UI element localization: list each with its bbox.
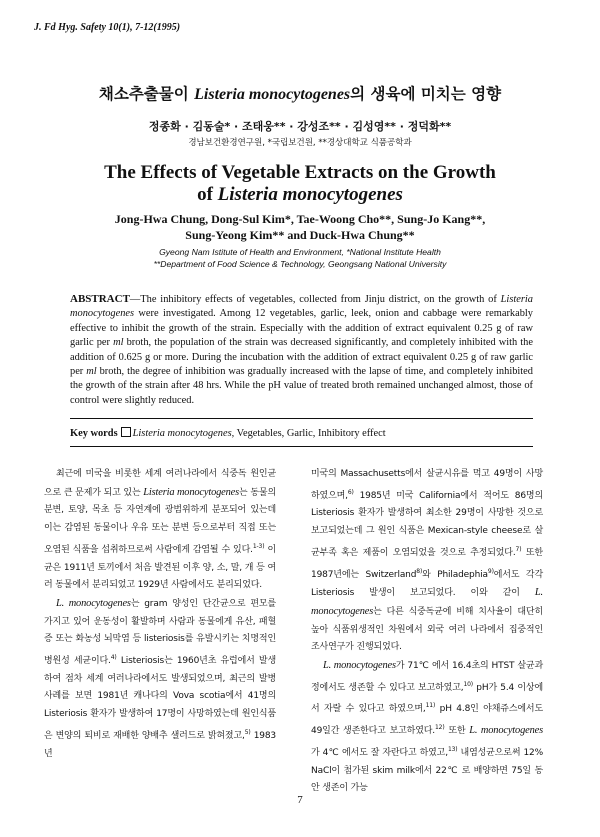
abstract-label: ABSTRACT (70, 293, 130, 305)
text-run: 1985년 미국 California에서 적어도 86명의 Listeriosis 환자가 발생하여 최소한 29명이 사망한 것으로 보고되었는데 그 원인 식품은 Mexican-style cheese로 살균부족 혹은 제품이 오염되었을 것으로 추정되었다. (311, 490, 543, 558)
abstract-text-3: broth, the population of the strain was decreased significantly, and completely inhibited with the addition of 0.625 g or more. During the incubation with the addition of extract equivalent 0.25 g of raw garlic per (70, 337, 533, 378)
text-run: 최근에 미국을 비롯한 세계 여러나라에서 식중독 원인균으로 큰 문제가 되고 있는 (44, 469, 276, 498)
text-run: 또한 1987년에는 Switzerland (311, 547, 543, 580)
text-run: pH 4.8인 야채쥬스에서도 49일간 생존한다고 보고하였다. (311, 704, 543, 737)
abstract-text-1: The inhibitory effects of vegetables, collected from Jinju district, on the growth of (140, 294, 501, 305)
keywords (70, 427, 533, 439)
body-left-column (44, 466, 276, 763)
text-run: 는 동물의 분변, 토양, 목초 등 자연계에 광범위하게 분포되어 있는데 이는 감염된 동물이나 우유 또는 분변 등으로부터 직접 또는 오염된 식품을 섭취하므로써 사람에게 감염될 수 있다. (44, 487, 276, 555)
text-run: 와 Philadephia (422, 569, 488, 580)
korean-title (0, 82, 600, 104)
citation: 5) (244, 728, 251, 736)
text-run: Listeriosis는 1960년초 유럽에서 발생하여 점차 세계 여러나라에서도 발생되었으며, 최근의 발병사례를 보면 1981년 캐나다의 Vova scotia에서 41명의 Listeriosis 환자가 발생하여 17명이 사망하였는데 원인식품은 변양의 퇴비로 재배한 양배추 샐러드로 밝혀졌고, (44, 656, 276, 741)
paragraph (311, 466, 543, 657)
text-run: 가 71℃ 에서 16.4초의 HTST 살균과정에서도 생존할 수 있다고 보고하였고, (311, 661, 543, 693)
english-affiliation-line1: Gyeong Nam Istitute of Health and Environment, *National Institute Health (159, 247, 441, 257)
text-run: 내염성균으로써 12% NaCl이 첨가된 skim milk에서 22℃ 로 배양하면 75일 동안 생존이 가능 (311, 747, 543, 794)
citation: 4) (110, 654, 117, 662)
english-authors-line2: Sung-Yeong Kim** and Duck-Hwa Chung** (185, 228, 415, 242)
citation: 9) (487, 567, 494, 575)
text-run: 또한 (444, 726, 470, 737)
abstract-text-2: were investigated. Among 12 vegetables, garlic, leek, onion and cabbage were remarkably effective to inhibit the growth of the strain. Especially with the addition of extract equivalent 0.25 g of raw garlic per (70, 308, 533, 349)
species-name: Listeria monocytogenes (143, 486, 240, 498)
abstract-dash: — (129, 294, 141, 305)
english-title-species: Listeria monocytogenes (217, 184, 403, 205)
text-run: 이 균은 1911년 토끼에서 처음 발견된 이후 양, 소, 말, 개 등 여러 동물에서 분리되었고 1929년 사람에서도 분리되었다. (44, 544, 276, 591)
text-run: 에서도 각각 Listeriosis 발생이 보고되었다. 이와 같이 (311, 569, 543, 599)
abstract (70, 292, 533, 408)
paragraph (44, 466, 276, 595)
english-title-line2 (0, 184, 600, 206)
journal-reference: J. Fd Hyg. Safety 10(1), 7-12(1995) (34, 22, 181, 33)
abstract-unit-1: ml (113, 337, 124, 349)
english-title-line1: The Effects of Vegetable Extracts on the Growth (104, 162, 496, 183)
korean-title-species: Listeria monocytogenes (194, 86, 351, 103)
body-right-column (311, 466, 543, 798)
abstract-unit-2: ml (86, 366, 97, 378)
citation: 6) (347, 488, 354, 496)
keywords-top-rule (70, 418, 533, 419)
paragraph (44, 595, 276, 763)
checkbox-square-icon (121, 427, 131, 437)
text-run: 는 다른 식중독균에 비해 치사율이 대단히 높아 식품위생적인 차원에서 외국 여러 나라에서 집중적인 조사연구가 진행되었다. (311, 606, 543, 653)
keywords-label: Key words (70, 428, 118, 439)
species-name: L. monocytogenes (469, 725, 543, 737)
citation: 1-3) (252, 542, 265, 550)
keywords-bottom-rule (70, 446, 533, 447)
abstract-species: Listeria monocytogenes (70, 294, 533, 320)
species-name: L. monocytogenes (323, 660, 396, 672)
citation: 10) (463, 680, 473, 688)
english-authors (0, 211, 600, 243)
citation: 13) (447, 745, 458, 753)
citation: 12) (435, 724, 445, 732)
korean-affiliation: 경남보건환경연구원, *국립보건원, **경상대학교 식품공학과 (188, 138, 412, 148)
english-authors-line1: Jong-Hwa Chung, Dong-Sul Kim*, Tae-Woong Cho**, Sung-Jo Kang**, (114, 212, 486, 226)
english-affiliation-line2: **Department of Food Science & Technology, Geongsang National University (153, 259, 447, 269)
species-name: L. monocytogenes (56, 597, 131, 609)
keywords-rest: Vegetables, Garlic, Inhibitory effect (234, 428, 386, 439)
korean-title-pre: 채소추출물이 (98, 85, 195, 103)
citation: 8) (416, 567, 423, 575)
page-number: 7 (297, 794, 303, 806)
species-name: L. monocytogenes (311, 587, 543, 617)
text-run: pH가 5.4 이상에서 자랄 수 있다고 하였으며, (311, 682, 543, 715)
text-run: 1983년 (44, 730, 276, 759)
keywords-species: Listeria monocytogenes, (132, 428, 235, 439)
english-affiliation (0, 246, 600, 270)
text-run: 가 4℃ 에서도 잘 자란다고 하였고, (311, 747, 448, 758)
paragraph (311, 657, 543, 798)
citation: 11) (425, 702, 436, 710)
korean-authors: 정종화 · 김동술* · 조태웅** · 강성조** · 김성영** · 정덕화** (148, 120, 452, 133)
citation: 7) (515, 545, 522, 553)
english-title (0, 162, 600, 206)
korean-title-post: 의 생육에 미치는 영향 (350, 85, 502, 103)
english-title-of: of (197, 184, 218, 205)
text-run: 미국의 Massachusetts에서 살균시유를 먹고 49명이 사망하였으며, (311, 469, 543, 501)
text-run: 는 gram 양성인 단간균으로 편모를 가지고 있어 운동성이 활발하며 사람과 동물에게 유산, 패혈증 또는 화농성 뇌막염 등 listeriosis를 유발시키는 치명적인 병원성 세균이다. (44, 598, 276, 667)
abstract-text-4: broth, the degree of inhibition was gradually increased with the lapse of time, and completely inhibited the growth of the strain after 48 hrs. While the pH value of treated broth remained unchanged almost, those of control were slightly reduced. (70, 366, 533, 406)
